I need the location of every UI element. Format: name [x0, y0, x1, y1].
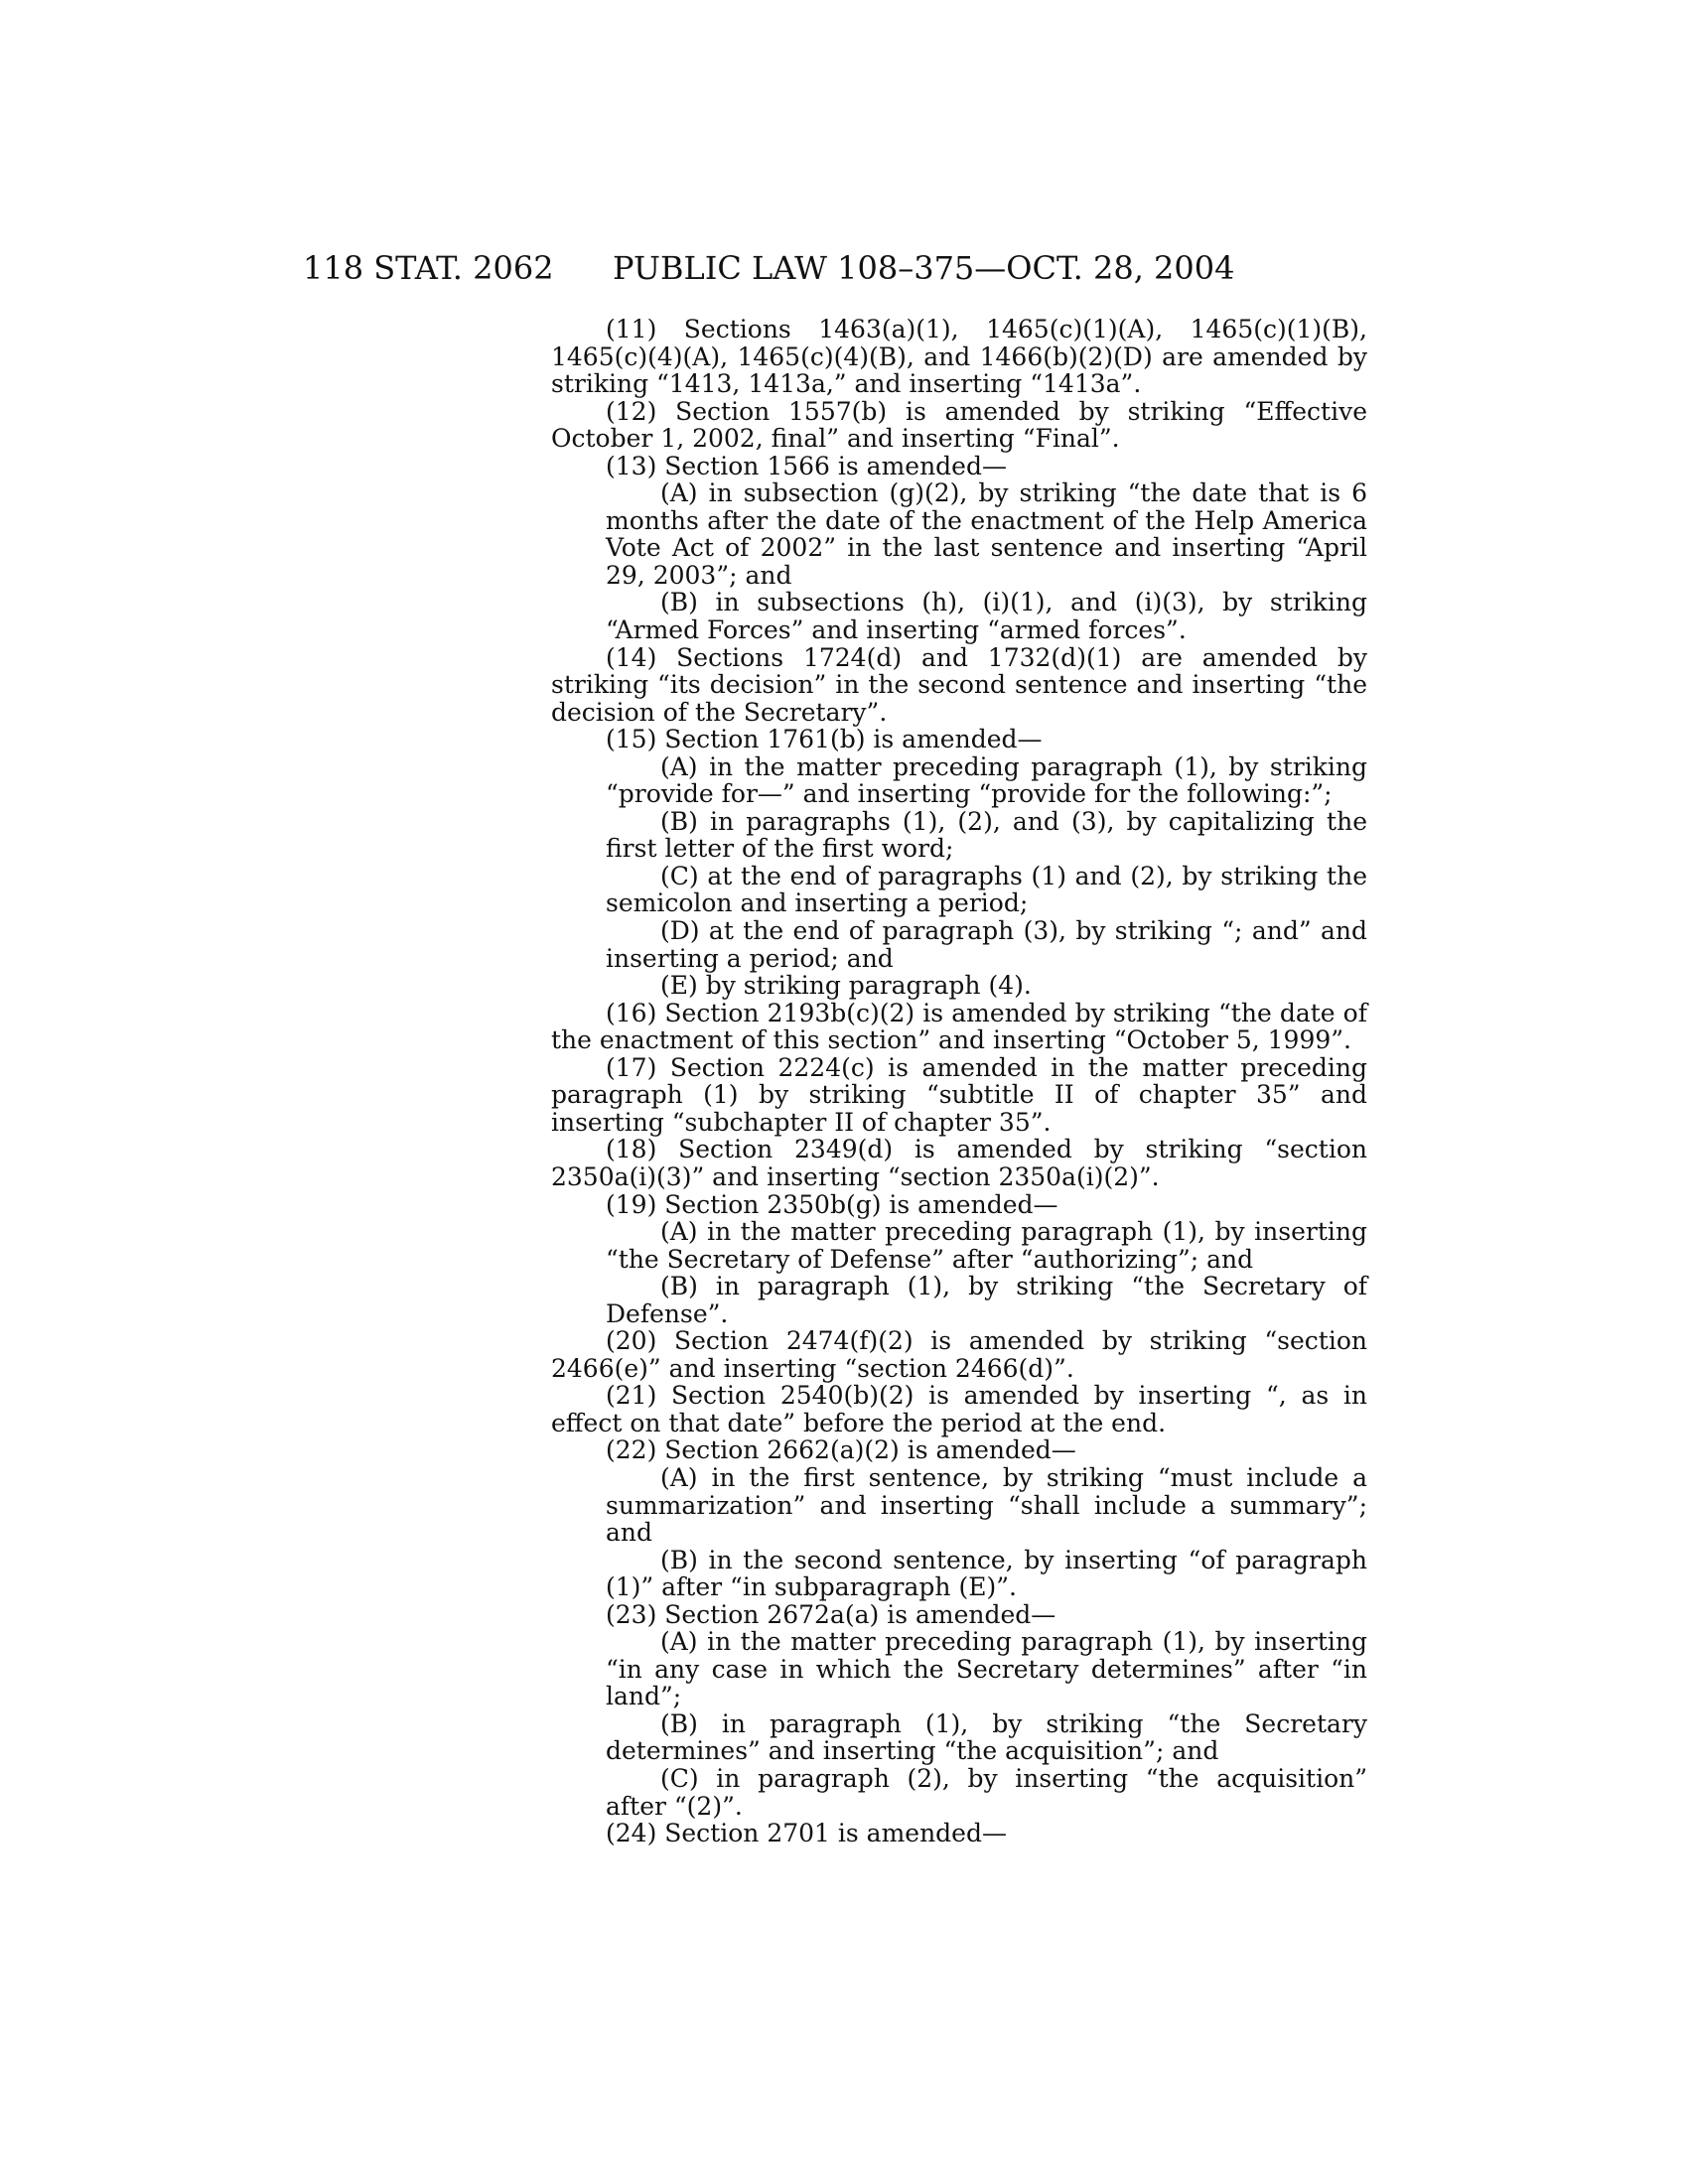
paragraph: (15) Section 1761(b) is amended— — [606, 725, 1043, 754]
paragraph: (22) Section 2662(a)(2) is amended— — [606, 1435, 1076, 1465]
subparagraph: (A) in the matter preceding paragraph (1), by inserting “in any case in which the Secretary determines” after “in land”; — [606, 1627, 1367, 1711]
subparagraph: (A) in the matter preceding paragraph (1), by inserting “the Secretary of Defense” after “authorizing”; and — [606, 1217, 1367, 1274]
paragraph: (13) Section 1566 is amended— — [606, 451, 1007, 480]
paragraph: (16) Section 2193b(c)(2) is amended by striking “the date of the enactment of this section” and inserting “October 5, 1999”. — [551, 998, 1367, 1055]
document-body — [551, 316, 1367, 1847]
paragraph: (17) Section 2224(c) is amended in the matter preceding paragraph (1) by striking “subtitle II of chapter 35” and inserting “subchapter II of chapter 35”. — [551, 1052, 1367, 1137]
paragraph: (12) Section 1557(b) is amended by striking “Effective October 1, 2002, final” and inserting “Final”. — [551, 396, 1367, 454]
paragraph: (23) Section 2672a(a) is amended— — [606, 1599, 1056, 1629]
subparagraph: (B) in subsections (h), (i)(1), and (i)(3), by striking “Armed Forces” and inserting “armed forces”. — [606, 588, 1367, 645]
subparagraph: (B) in paragraph (1), by striking “the Secretary of Defense”. — [606, 1272, 1367, 1328]
subparagraph: (A) in the first sentence, by striking “must include a summarization” and inserting “shall include a summary”; and — [606, 1462, 1367, 1548]
running-head-public-law: PUBLIC LAW 108–375—OCT. 28, 2004 — [613, 249, 1235, 287]
paragraph: (20) Section 2474(f)(2) is amended by striking “section 2466(e)” and inserting “section 2466(d)”. — [551, 1326, 1367, 1383]
subparagraph: (A) in the matter preceding paragraph (1), by striking “provide for—” and inserting “provide for the following:”; — [606, 751, 1367, 809]
statute-page-number: 118 STAT. 2062 — [303, 249, 554, 287]
paragraph: (21) Section 2540(b)(2) is amended by inserting “, as in effect on that date” before the period at the end. — [551, 1381, 1367, 1437]
subparagraph: (E) by striking paragraph (4). — [660, 971, 1032, 1001]
subparagraph: (B) in paragraphs (1), (2), and (3), by capitalizing the first letter of the first word; — [606, 806, 1367, 864]
paragraph: (19) Section 2350b(g) is amended— — [606, 1189, 1058, 1219]
subparagraph: (B) in the second sentence, by inserting “of paragraph (1)” after “in subparagraph (E)”. — [606, 1545, 1367, 1602]
paragraph: (24) Section 2701 is amended— — [606, 1819, 1007, 1848]
page-header — [0, 248, 1688, 288]
paragraph: (14) Sections 1724(d) and 1732(d)(1) are amended by striking “its decision” in the second sentence and inserting “the decision of the Secretary”. — [551, 642, 1367, 727]
subparagraph: (B) in paragraph (1), by striking “the Secretary determines” and inserting “the acquisition”; and — [606, 1708, 1367, 1766]
subparagraph: (A) in subsection (g)(2), by striking “the date that is 6 months after the date of the enactment of the Help America Vote Act of 2002” in the last sentence and inserting “April 29, 2003”; and — [606, 478, 1367, 590]
subparagraph: (C) at the end of paragraphs (1) and (2), by striking the semicolon and inserting a period; — [606, 861, 1367, 918]
paragraph: (18) Section 2349(d) is amended by striking “section 2350a(i)(3)” and inserting “section 2350a(i)(2)”. — [551, 1135, 1367, 1191]
subparagraph: (D) at the end of paragraph (3), by striking “; and” and inserting a period; and — [606, 916, 1367, 973]
paragraph: (11) Sections 1463(a)(1), 1465(c)(1)(A), 1465(c)(1)(B), 1465(c)(4)(A), 1465(c)(4)(B), and 1466(b)(2)(D) are amended by striking “1413, 1413a,” and inserting “1413a”. — [551, 315, 1367, 399]
subparagraph: (C) in paragraph (2), by inserting “the acquisition” after “(2)”. — [606, 1763, 1367, 1821]
